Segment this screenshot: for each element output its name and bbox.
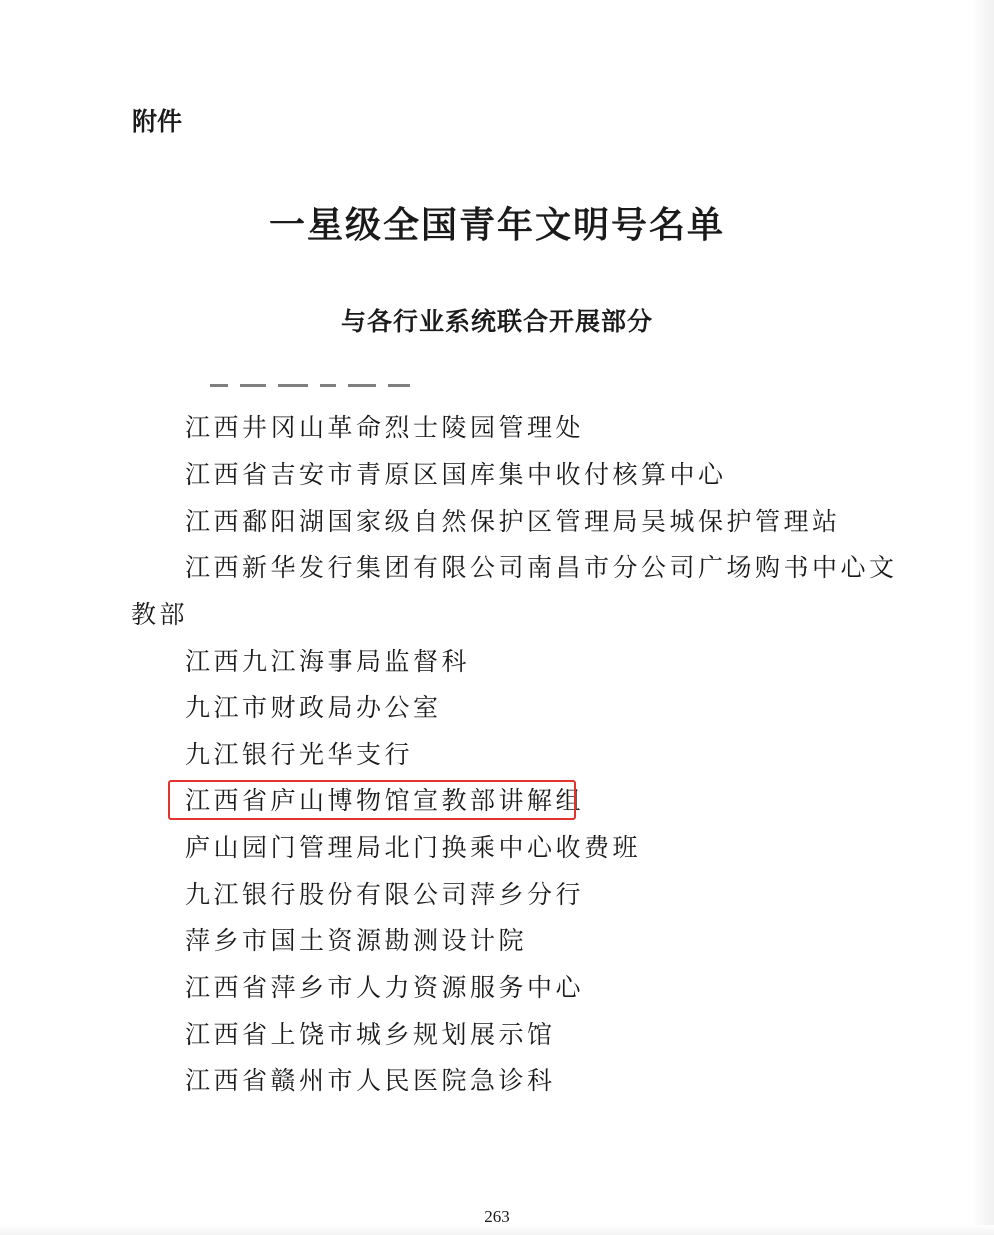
list-item: 江西新华发行集团有限公司南昌市分公司广场购书中心文 [185, 553, 898, 582]
list-item: 江西省上饶市城乡规划展示馆 [185, 1020, 556, 1049]
cropped-text-line [210, 384, 430, 392]
list-item: 九江银行光华支行 [185, 740, 414, 769]
list-item: 萍乡市国土资源勘测设计院 [185, 926, 528, 955]
list-item: 江西省吉安市青原区国库集中收付核算中心 [185, 460, 727, 489]
list-item: 江西省赣州市人民医院急诊科 [185, 1066, 556, 1095]
list-item: 九江银行股份有限公司萍乡分行 [185, 880, 585, 909]
highlighted-list-item: 江西省庐山博物馆宣教部讲解组 [185, 786, 585, 815]
list-item: 江西九江海事局监督科 [185, 647, 471, 676]
list-item: 江西井冈山革命烈士陵园管理处 [185, 413, 585, 442]
page-subtitle: 与各行业系统联合开展部分 [340, 307, 653, 336]
list-item-continuation: 教部 [131, 600, 189, 629]
attachment-label: 附件 [132, 107, 183, 136]
page-number: 263 [484, 1207, 510, 1226]
list-item: 庐山园门管理局北门换乘中心收费班 [185, 833, 642, 862]
list-item: 九江市财政局办公室 [185, 693, 442, 722]
list-item: 江西鄱阳湖国家级自然保护区管理局吴城保护管理站 [185, 507, 841, 536]
page-edge-shadow [972, 0, 994, 1235]
highlight-box [168, 780, 576, 820]
page-title: 一星级全国青年文明号名单 [268, 204, 725, 246]
list-item: 江西省萍乡市人力资源服务中心 [185, 973, 585, 1002]
